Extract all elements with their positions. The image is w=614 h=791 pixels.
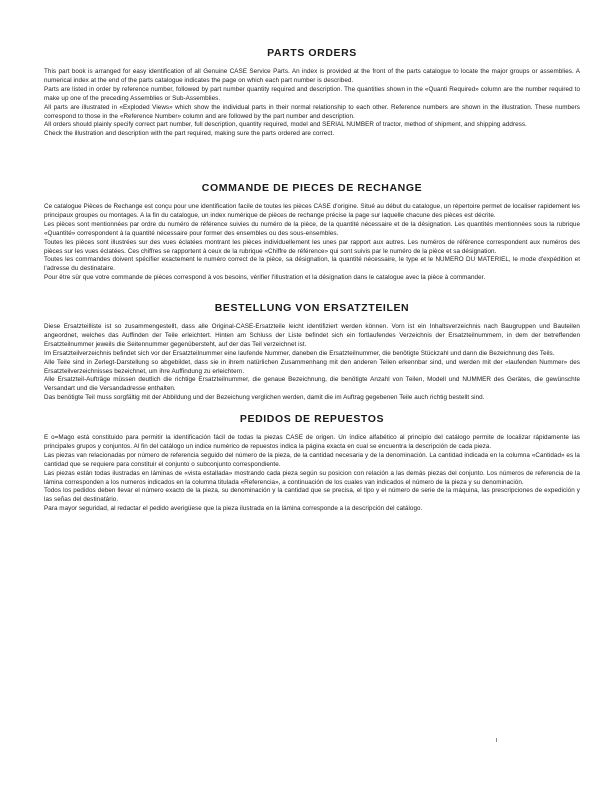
scan-mark	[496, 738, 497, 742]
section-title: PEDIDOS DE REPUESTOS	[239, 413, 385, 425]
paragraph: Check the illustration and description with the part required, making sure the parts ordered are correct.	[44, 130, 335, 138]
paragraph: All orders should plainly specify correct part number, full description, quantity required, model and SERIAL NUMBER of tractor, method of shipment, and shipping address.	[44, 121, 527, 129]
paragraph: Toutes les commandes doivent spécifier exactement le numéro correct de la pièce, sa désignation, la quantité nécessaire, le type et le NUMERO DU MATERIEL, le mode d'expédition et l'adresse du destinataire.	[44, 256, 580, 273]
paragraph: Parts are listed in order by reference number, followed by part number quantity required and description. The quantities shown in the «Quanti Required» column are the number required to make up one of the preceding Assemblies or Sub-Assemblies.	[44, 85, 580, 102]
paragraph: Las piezas van relacionadas por número de referencia seguido del número de la pieza, de la cantidad necesaria y de la denominación. La cantidad indicada en la columna «Cantidad» es la cantidad que se requiere para constituir el conjunto o subconjunto correspondiente.	[44, 451, 580, 468]
paragraph: Alle Teile sind in Zerlegt-Darstellung so abgebildet, dass sie in ihrem natürlichen Zusammenhang mit den anderen Teilen erkennbar sind, und werden mit der «laufenden Nummer» des Ersatzteilverzeichnisses bezeichnet, um ihre Auffindung zu erleichtern.	[44, 358, 580, 375]
paragraph: All parts are illustrated in «Exploded Views» which show the individual parts in their normal relationship to each other. Reference numbers are shown in the illustration. These numbers correspond to those in the «Reference Number» column and are followed by the part number and description.	[44, 103, 580, 120]
section-title: BESTELLUNG VON ERSATZTEILEN	[214, 302, 410, 314]
section-pedidos-de-repuestos	[44, 413, 580, 514]
section-commande-de-pieces	[44, 182, 580, 283]
paragraph: Das benötigte Teil muss sorgfältig mit der Abbildung und der Bezeichung verglichen werden, damit die im Auftrag gegebenen Teile auch richtig bestellt sind.	[44, 394, 485, 402]
paragraph: Les pièces sont mentionnées par ordre du numéro de référence suivies du numéro de la pièce, de la quantité nécessaire et de la désignation. Les quantités mentionnées sous la rubrique «Quantité» correspondent à la quantité nécessaire pour former des ensembles ou des sous-ensembles.	[44, 220, 580, 237]
paragraph: This part book is arranged for easy identification of all Genuine CASE Service Parts. An index is provided at the front of the parts catalogue to locate the major groups or assemblies. A numerical index at the end of the parts catalogue indicates the page on which each part number is described.	[44, 68, 580, 84]
section-bestellung-von-ersatzteilen	[44, 302, 580, 403]
paragraph: Ce catalogue Pièces de Rechange est conçu pour une identification facile de toutes les pièces CASE d'origine. Situé au début du catalogue, un répertoire permet de localiser rapidement les principaux groupes ou montages. A la fin du catalogue, un index numérique de pièces de rechange précise la page sur laquelle chacune des pièces est décrite.	[44, 203, 580, 219]
section-title: COMMANDE DE PIECES DE RECHANGE	[201, 182, 423, 194]
section-title: PARTS ORDERS	[267, 47, 357, 59]
paragraph: Todos los pedidos deben llevar el número exacto de la pieza, su denominación y la cantidad que se precisa, el tipo y el número de serie de la máquina, las prescripciones de expedición y las señas del destinatário.	[44, 487, 580, 504]
paragraph: E o=Mago está constituido para permitir la identificación fácil de todas la piezas CASE de origen. Un índice alfabético al principio del catálogo permite de localizar rápidamente las principales grupos y conjuntos. Al fin del catálogo un indice numérico de repuestos indica la página exacta en cual se encuentra la descripción de cada pieza.	[44, 434, 580, 450]
paragraph: Diese Ersatzteilliste ist so zusammengestellt, dass alle Original-CASE-Ersatzteile leicht identifiziert werden können. Vorn ist ein Inhaltsverzeichnis nach Baugruppen und Bauteilen angeordnet, welches das Auffinden der Teile erleichtert. Hinten am Schluss der Liste befindet sich ein fortlaufendes Verzeichnis der Ersatzteilnummern, in dem der betreffenden Ersatzteilnummer jeweils die Seitennummer gegenübersteht, auf der das Teil verzeichnet ist.	[44, 323, 580, 348]
paragraph: Las piezas están todas ilustradas en láminas de «vista estallada» mostrando cada pieza según su posicion con relación a las demás piezas del conjunto. Los números de referencia de la lámina corresponden a los numeros indicados en la columna titulada «Referencia», a continuación de los cuales van indicados el número de la pieza y su denominación.	[44, 469, 580, 486]
paragraph: Alle Ersatzteil-Aufträge müssen deutlich die richtige Ersatzteilnummer, die genaue Bezeichnung, die benötigte Anzahl von Teilen, Modell und NUMMER des Gerätes, die gewünschte Versandart und die Versandadresse enthalten.	[44, 376, 580, 393]
paragraph: Para mayor seguridad, al redactar el pedido averigüese que la pieza ilustrada en la lámina corresponde a la descripción del catálogo.	[44, 505, 423, 513]
section-parts-orders	[44, 47, 580, 139]
paragraph: Pour être sûr que votre commande de pièces correspond à vos besoins, vérifier l'illustration et la désignation dans le catalogue avec la pièce à commander.	[44, 274, 486, 282]
paragraph: Im Ersatzteilverzeichnis befindet sich vor der Ersatzteilnummer eine laufende Nummer, daneben die Ersatzteilnummer, die benötigte Stückzahl und dann die Bezeichnung des Teils.	[44, 349, 555, 357]
paragraph: Toutes les pièces sont illustrées sur des vues éclatées montrant les pièces individuellement les unes par rapport aux autres. Les numéros de référence correspondent aux numéros des pièces sur les vues éclatées. Ces chiffres se rapportent à ceux de la rubrique «Chiffre de référence» qui sont suivis par le numéro de la pièce et sa désignation.	[44, 238, 580, 255]
